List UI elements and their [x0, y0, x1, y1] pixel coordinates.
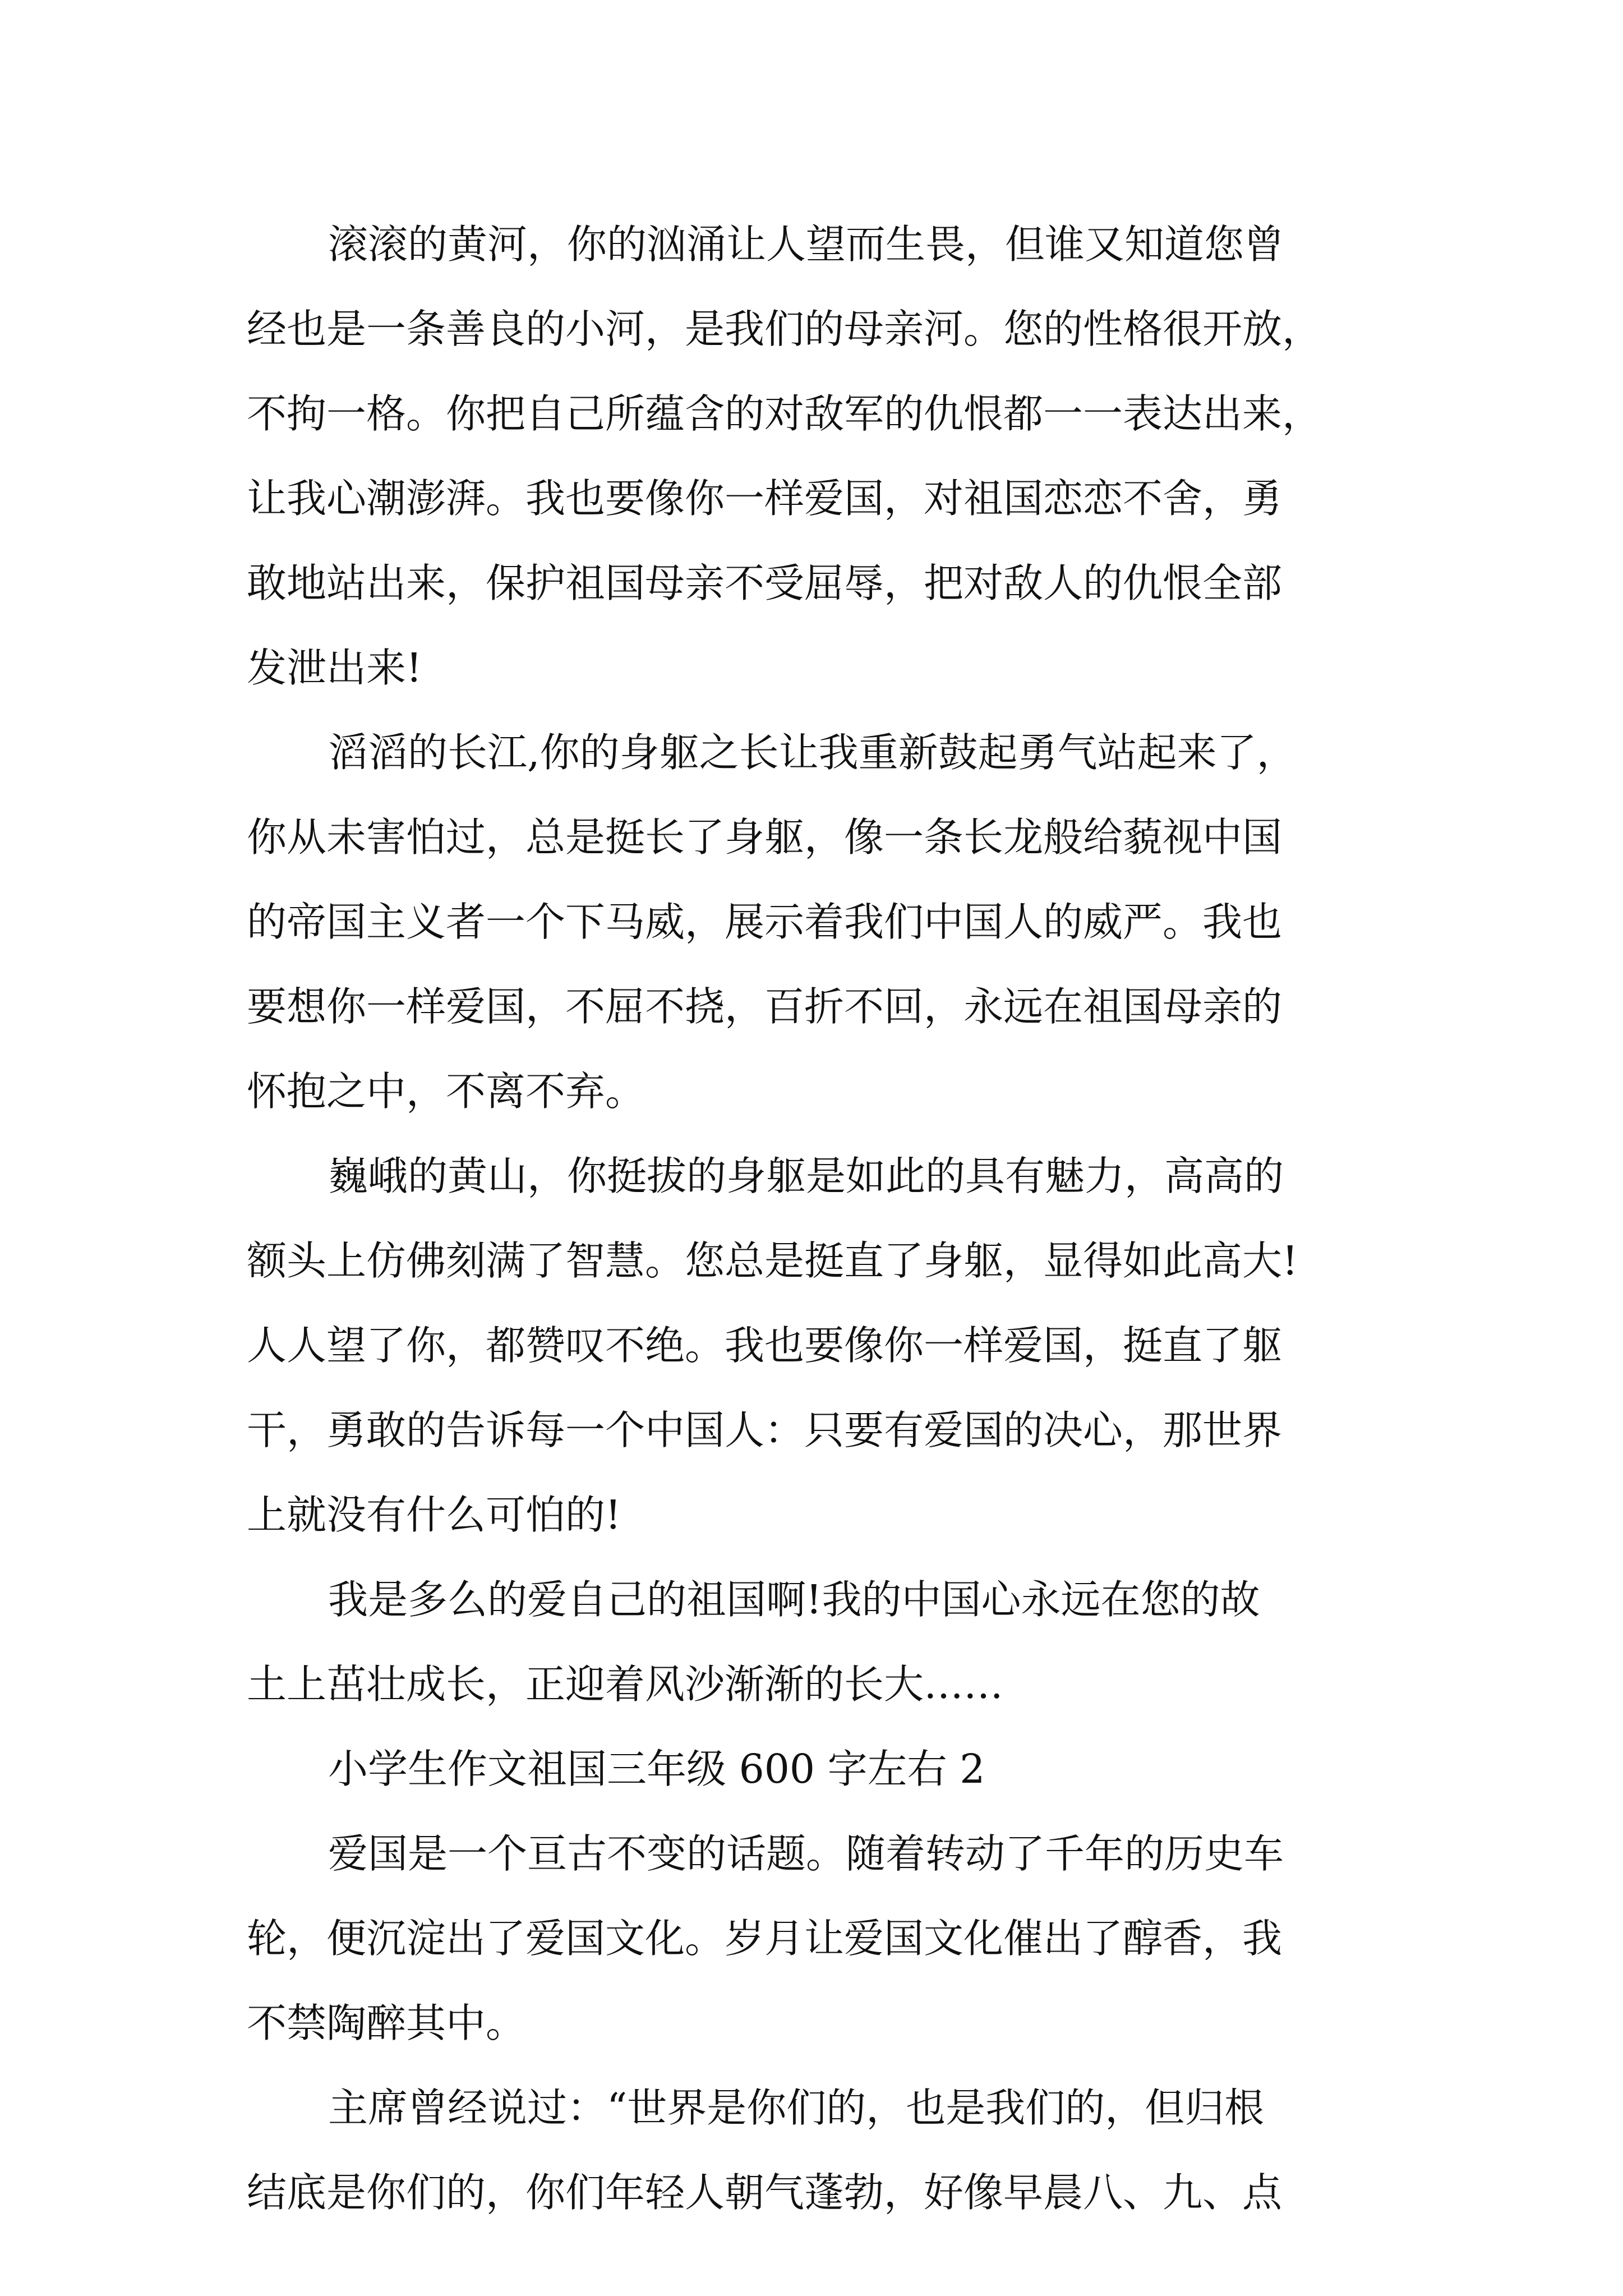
text-line: 轮，便沉淀出了爱国文化。岁月让爱国文化催出了醇香，我	[247, 1915, 1283, 1962]
text-line: 不禁陶醉其中。	[247, 2000, 526, 2046]
paragraph-patriotism-topic	[247, 1811, 1447, 2065]
document-body	[247, 202, 1447, 2235]
text-line: 经也是一条善良的小河，是我们的母亲河。您的性格很开放，	[247, 306, 1322, 352]
text-line: 土上茁壮成长，正迎着风沙渐渐的长大……	[247, 1661, 1004, 1708]
paragraph-yellow-river	[247, 202, 1447, 710]
text-line: 滚滚的黄河，你的汹涌让人望而生畏，但谁又知道您曾	[328, 221, 1284, 268]
text-line: 敢地站出来，保护祖国母亲不受屈辱，把对敌人的仇恨全部	[247, 560, 1283, 606]
text-line: 人人望了你，都赞叹不绝。我也要像你一样爱国，挺直了躯	[247, 1322, 1283, 1369]
text-line: 额头上仿佛刻满了智慧。您总是挺直了身躯，显得如此高大!	[247, 1237, 1298, 1284]
text-line: 怀抱之中，不离不弃。	[247, 1068, 645, 1115]
text-line: 我是多么的爱自己的祖国啊!我的中国心永远在您的故	[328, 1576, 1260, 1623]
text-line: 的帝国主义者一个下马威，展示着我们中国人的威严。我也	[247, 899, 1283, 945]
text-line: 滔滔的长江,你的身躯之长让我重新鼓起勇气站起来了，	[328, 729, 1297, 776]
text-line: 巍峨的黄山，你挺拔的身躯是如此的具有魅力，高高的	[328, 1153, 1284, 1199]
text-line: 不拘一格。你把自己所蕴含的对敌军的仇恨都一一表达出来，	[247, 390, 1322, 437]
paragraph-yangtze-river	[247, 710, 1447, 1134]
essay-title: 小学生作文祖国三年级 600 字左右 2	[328, 1746, 985, 1792]
text-line: 发泄出来!	[247, 645, 422, 691]
text-line: 结底是你们的，你们年轻人朝气蓬勃，好像早晨八、九、点	[247, 2169, 1283, 2216]
text-line: 让我心潮澎湃。我也要像你一样爱国，对祖国恋恋不舍，勇	[247, 475, 1283, 522]
text-line: 爱国是一个亘古不变的话题。随着转动了千年的历史车	[328, 1830, 1284, 1877]
text-line: 干，勇敢的告诉每一个中国人：只要有爱国的决心，那世界	[247, 1407, 1283, 1453]
paragraph-love-motherland	[247, 1557, 1447, 1727]
text-line: 你从未害怕过，总是挺长了身躯，像一条长龙般给藐视中国	[247, 814, 1283, 861]
paragraph-chairman-quote	[247, 2065, 1447, 2235]
paragraph-huangshan	[247, 1134, 1447, 1557]
text-line: 上就没有什么可怕的!	[247, 1492, 621, 1538]
text-line: 主席曾经说过：“世界是你们的，也是我们的，但归根	[328, 2085, 1265, 2131]
essay-heading	[247, 1727, 1447, 1811]
text-line: 要想你一样爱国，不屈不挠，百折不回，永远在祖国母亲的	[247, 983, 1283, 1030]
